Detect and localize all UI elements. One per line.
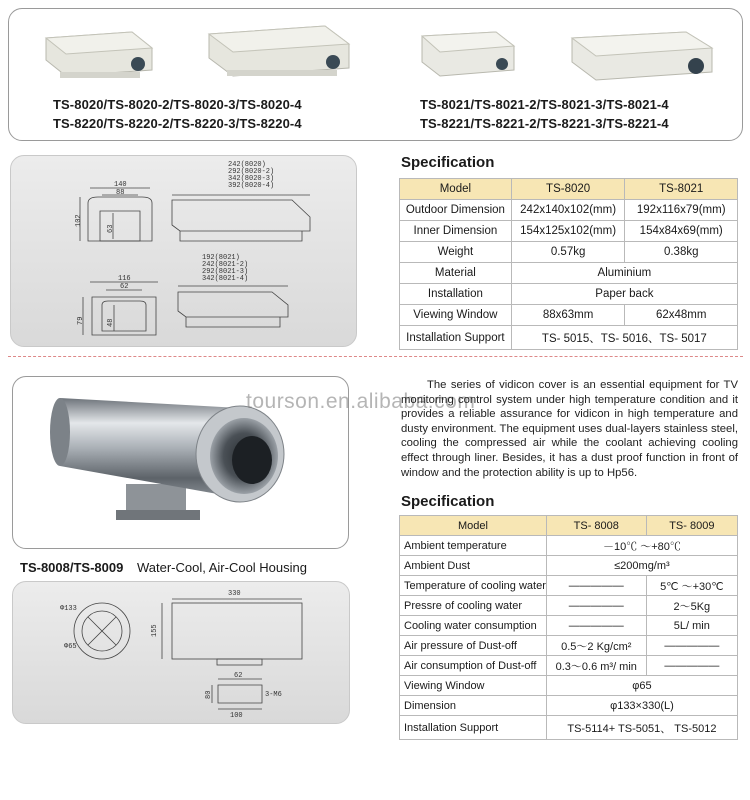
product-description: The series of vidicon cover is an essential equipment for TV monitoring control system under high temperature condition and it provides a reliable assurance for vidicon in high temperature and dusty environment. The equipment uses dual-layers stainless steel, cooling the compressed air while the coolant achieving cooling effect through liner. Besides, it has a dust proof function in front of window and the protection ability is up to Hp56.: [401, 379, 738, 479]
dim-79: 79: [77, 316, 85, 325]
dim-102: 102: [75, 214, 83, 227]
product-caption: [20, 560, 307, 575]
spec1-cell: 192x116x79(mm): [625, 200, 738, 221]
spec1-cell: 88x63mm: [511, 305, 625, 326]
table-row: [400, 656, 738, 676]
spec-table-2: [399, 515, 738, 740]
dim-155: 155: [151, 624, 159, 637]
spec2-cell-empty: —————: [546, 576, 646, 596]
housing-photo-8021-long: [568, 26, 718, 90]
len-8021-3: 292(8021-3): [202, 268, 249, 276]
left-models-line-1: TS-8020/TS-8020-2/TS-8020-3/TS-8020-4: [53, 97, 302, 112]
spec2-label: Ambient Dust: [400, 556, 547, 576]
spec1-label: Viewing Window: [400, 305, 512, 326]
table-row: [400, 616, 738, 636]
dim-116: 116: [118, 275, 131, 283]
spec2-label: Pressre of cooling water: [400, 596, 547, 616]
spec2-cell: φ133×330(L): [546, 696, 737, 716]
spec2-label: Dimension: [400, 696, 547, 716]
table-row: [400, 576, 738, 596]
spec1-cell: 0.38kg: [625, 242, 738, 263]
spec1-label: Inner Dimension: [400, 221, 512, 242]
table-row: [400, 284, 738, 305]
table-row: [400, 636, 738, 656]
table-row: [400, 200, 738, 221]
len-8020-3: 342(8020-3): [228, 175, 275, 183]
table-row: [400, 556, 738, 576]
table-row: [400, 716, 738, 740]
spec2-cell: 0.5～2 Kg/cm²: [546, 636, 646, 656]
spec2-label: Temperature of cooling water: [400, 576, 547, 596]
spec1-cell: 0.57kg: [511, 242, 625, 263]
spec1-head-8020: TS-8020: [511, 179, 625, 200]
spec2-cell: 5L/ min: [646, 616, 737, 636]
spec2-cell: 2～5Kg: [646, 596, 737, 616]
spec1-label: Weight: [400, 242, 512, 263]
spec1-cell: Paper back: [511, 284, 737, 305]
dimension-drawing-1: [10, 155, 355, 345]
spec2-head-8009: TS- 8009: [646, 516, 737, 536]
caption-text: Water-Cool, Air-Cool Housing: [136, 560, 307, 575]
spec2-head-model: Model: [400, 516, 547, 536]
table-row: [400, 263, 738, 284]
len-8021: 192(8021): [202, 254, 240, 262]
len-8020: 242(8020): [228, 161, 266, 169]
spec-title-1: Specification: [401, 154, 495, 171]
len-8021-4: 342(8021-4): [202, 275, 249, 283]
dim-48: 48: [107, 318, 115, 327]
dim-88: 88: [116, 189, 125, 197]
spec1-label: Installation Support: [400, 326, 512, 350]
spec2-cell: －10℃ ～+80℃: [546, 536, 737, 556]
spec2-cell-empty: —————: [646, 656, 737, 676]
spec2-head-8008: TS- 8008: [546, 516, 646, 536]
dim-3m6: 3-M6: [265, 691, 282, 699]
dim-80: 80: [205, 690, 213, 699]
spec1-cell: 242x140x102(mm): [511, 200, 625, 221]
spec1-head-model: Model: [400, 179, 512, 200]
spec2-cell-empty: —————: [546, 616, 646, 636]
spec2-head-row: [400, 516, 738, 536]
spec2-cell: 5℃ ～+30℃: [646, 576, 737, 596]
table-row: [400, 305, 738, 326]
spec1-cell: 154x84x69(mm): [625, 221, 738, 242]
dimension-drawing-2: [12, 581, 348, 722]
spec1-label: Outdoor Dimension: [400, 200, 512, 221]
len-8021-2: 242(8021-2): [202, 261, 249, 269]
right-models-line-1: TS-8021/TS-8021-2/TS-8021-3/TS-8021-4: [420, 97, 669, 112]
spec2-label: Air consumption of Dust-off: [400, 656, 547, 676]
spec1-head-8021: TS-8021: [625, 179, 738, 200]
spec2-cell-empty: —————: [646, 636, 737, 656]
housing-photo-8020: [40, 24, 160, 86]
spec1-cell: 62x48mm: [625, 305, 738, 326]
spec2-cell: φ65: [546, 676, 737, 696]
table-row: [400, 536, 738, 556]
table-row: [400, 696, 738, 716]
spec2-label: Cooling water consumption: [400, 616, 547, 636]
spec2-label: Ambient temperature: [400, 536, 547, 556]
len-8020-4: 392(8020-4): [228, 182, 275, 190]
dim-330: 330: [228, 590, 241, 598]
spec-title-2: Specification: [401, 493, 495, 510]
table-row: [400, 676, 738, 696]
dim-100: 100: [230, 712, 243, 720]
table-row: [400, 242, 738, 263]
dim-phi133: Φ133: [60, 605, 77, 613]
spec2-label: Installation Support: [400, 716, 547, 740]
spec1-label: Installation: [400, 284, 512, 305]
len-8020-2: 292(8020-2): [228, 168, 275, 176]
spec1-cell: 154x125x102(mm): [511, 221, 625, 242]
spec1-label: Material: [400, 263, 512, 284]
spec2-cell: 0.3～0.6 m³/ min: [546, 656, 646, 676]
spec2-cell: TS-5114+ TS-5051、 TS-5012: [546, 716, 737, 740]
dim-phi65: Φ65: [64, 643, 77, 651]
dim-62: 62: [120, 283, 129, 291]
section-divider: [8, 356, 743, 357]
spec2-cell: ≤200mg/m³: [546, 556, 737, 576]
spec1-cell: TS- 5015、TS- 5016、TS- 5017: [511, 326, 737, 350]
housing-photo-8020-long: [205, 20, 355, 84]
right-models-line-2: TS-8221/TS-8221-2/TS-8221-3/TS-8221-4: [420, 116, 669, 131]
spec2-label: Viewing Window: [400, 676, 547, 696]
spec1-head-row: [400, 179, 738, 200]
dim-140: 140: [114, 181, 127, 189]
spec-table-1: [399, 178, 738, 350]
table-row: [400, 221, 738, 242]
watermark: tourson.en.alibaba.com: [246, 390, 476, 413]
housing-photo-8021: [418, 26, 518, 86]
caption-model: TS-8008/TS-8009: [20, 560, 124, 575]
spec2-cell-empty: —————: [546, 596, 646, 616]
dim-63: 63: [107, 224, 115, 233]
dim-62b: 62: [234, 672, 243, 680]
table-row: [400, 326, 738, 350]
spec1-cell: Aluminium: [511, 263, 737, 284]
spec2-label: Air pressure of Dust-off: [400, 636, 547, 656]
table-row: [400, 596, 738, 616]
left-models-line-2: TS-8220/TS-8220-2/TS-8220-3/TS-8220-4: [53, 116, 302, 131]
